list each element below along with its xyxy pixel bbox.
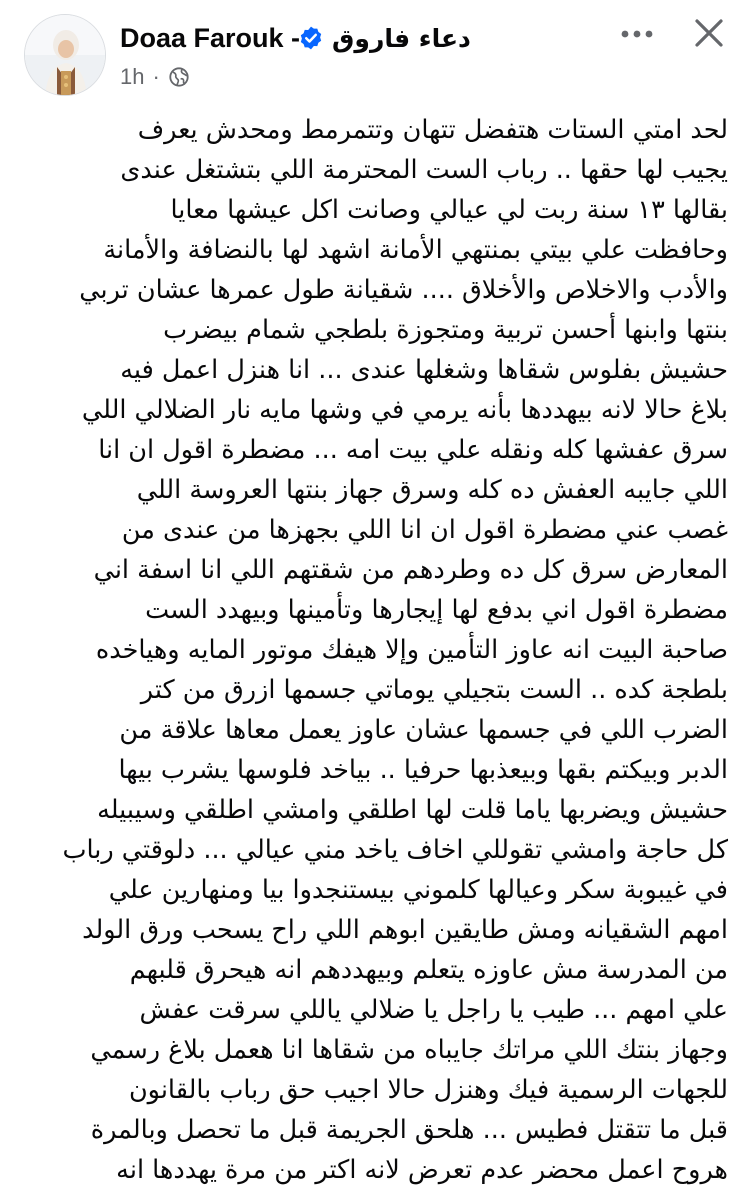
- avatar-photo: [25, 15, 106, 96]
- verified-badge-icon: [298, 25, 324, 51]
- post-text-line: وحافظت علي بيتي بمنتهي الأمانة اشهد لها بالنضافة والأمانة: [103, 235, 728, 265]
- post-text-line: للجهات الرسمية فيك وهنزل حالا اجيب حق رباب بالقانون: [128, 1075, 728, 1105]
- post-text-line: حشيش بفلوس شقاها وشغلها عندى ... انا هنزل اعمل فيه: [120, 355, 728, 385]
- post-text-line: المعارض سرق كل ده وطردهم من شقتهم اللي انا اسفة اني: [93, 555, 728, 585]
- post-time[interactable]: 1h: [120, 64, 145, 89]
- post-text-line: لحد امتي الستات هتفضل تتهان وتتمرمط ومحدش يعرف: [137, 115, 728, 145]
- post-text-line: والأدب والاخلاص والأخلاق .... شقيانة طول عمرها عشان تربي: [79, 275, 728, 305]
- globe-icon[interactable]: [168, 66, 190, 88]
- post-text-line: بنتها وابنها أحسن تربية ومتجوزة بلطجي شمام بيضرب: [163, 315, 728, 345]
- post-text-line: صاحبة البيت انه عاوز التأمين وإلا هيفك موتور المايه وهياخده: [95, 635, 728, 665]
- meta-separator: ·: [152, 64, 160, 89]
- post-text-line: سرق عفشها كله ونقله علي بيت امه ... مضطرة اقول ان انا: [98, 435, 728, 465]
- author-name-arabic[interactable]: دعاء فاروق: [332, 23, 471, 53]
- post-text-line: غصب عني مضطرة اقول ان انا اللي بجهزها من عندى من: [121, 515, 728, 545]
- post-text-line: امهم الشقيانه ومش طايقين ابوهم اللي راح يسحب ورق الولد: [82, 915, 728, 945]
- post-text-line: اللي جايبه العفش ده كله وسرق جهاز بنتها العروسة اللي: [136, 475, 728, 505]
- post-text-line: كل حاجة وامشي تقوللي اخاف ياخد مني عيالي ... دلوقتي رباب: [62, 835, 728, 865]
- post-text: [0, 104, 750, 1194]
- more-horizontal-icon: [620, 29, 654, 39]
- author-name-latin[interactable]: Doaa Farouk -: [120, 22, 301, 53]
- post-header: [0, 0, 750, 100]
- post-text-line: بلطجة كده .. الست بتجيلي يوماتي جسمها ازرق من كتر: [140, 675, 728, 705]
- post-text-line: الضرب اللي في جسمها عشان عاوز يعمل معاها علاقة من: [119, 715, 728, 745]
- post-text-line: يجيب لها حقها .. رباب الست المحترمة اللي بتشتغل عندى: [120, 155, 728, 185]
- post-text-line: في غيبوبة سكر وعيالها كلموني بيستنجدوا بيا ومنهارين علي: [108, 875, 728, 905]
- more-options-button[interactable]: [612, 12, 662, 56]
- post-text-line: الدبر وبيكتم بقها وبيعذبها حرفيا .. بياخد فلوسها يشرب بيها: [118, 755, 728, 785]
- author-avatar[interactable]: [24, 14, 106, 96]
- post-text-line: بلاغ حالا لانه بيهددها بأنه يرمي في وشها مايه نار الضلالي اللي: [81, 395, 728, 425]
- author-name-row[interactable]: [120, 18, 471, 58]
- post-text-line: وجهاز بنتك اللي مراتك جايباه من شقاها انا هعمل بلاغ رسمي: [90, 1035, 728, 1065]
- post-text-line: علي امهم ... طيب يا راجل يا ضلالي ياللي سرقت عفش: [139, 995, 728, 1025]
- post-text-line: قبل ما تتقتل فطيس ... هلحق الجريمة قبل ما تحصل وبالمرة: [90, 1115, 728, 1145]
- post-text-line: بقالها ١٣ سنة ربت لي عيالي وصانت اكل عيشها معايا: [170, 195, 728, 225]
- close-icon: [693, 17, 725, 49]
- post-text-line: من المدرسة مش عاوزه يتعلم وبيهددهم انه هيحرق قلبهم: [129, 955, 728, 985]
- post-text-line: مضطرة اقول اني بدفع لها إيجارها وتأمينها وبيهدد الست: [145, 595, 728, 625]
- post-meta: [120, 62, 190, 92]
- post-text-line: هروح اعمل محضر عدم تعرض لانه اكتر من مرة يهددها انه: [116, 1155, 728, 1185]
- post-text-line: حشيش ويضربها ياما قلت لها اطلقي وامشي اطلقي وسيبيله: [97, 795, 728, 825]
- close-button[interactable]: [684, 10, 734, 56]
